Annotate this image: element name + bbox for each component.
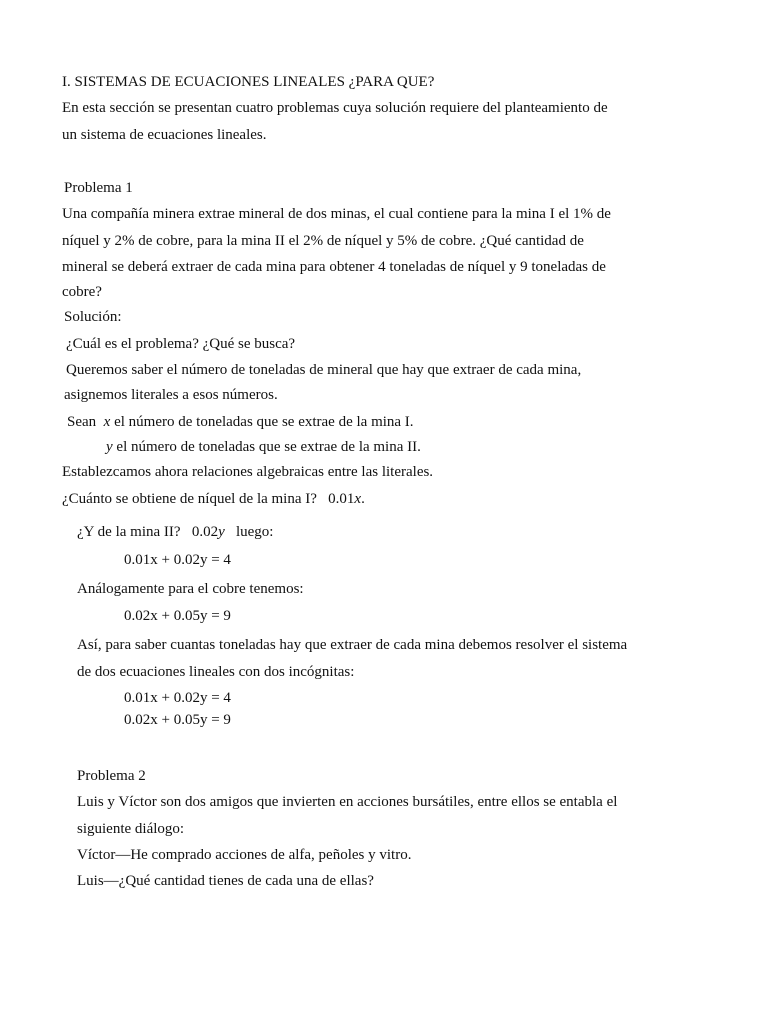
sean-x-line <box>67 412 414 432</box>
sean-y-text: el número de toneladas que se extrae de la mina II. <box>116 439 421 455</box>
cobre-line: Análogamente para el cobre tenemos: <box>77 581 304 597</box>
conclusion-line-1: Así, para saber cuantas toneladas hay que extraer de cada mina debemos resolver el sistema <box>77 637 628 653</box>
problem-1-title: Problema 1 <box>64 180 133 196</box>
problem-2-title: Problema 2 <box>77 768 146 784</box>
intro-line-1: En esta sección se presentan cuatro problemas cuya solución requiere del planteamiento de <box>62 100 608 116</box>
system-equation-1: 0.01x + 0.02y = 4 <box>124 690 231 706</box>
relations-line: Establezcamos ahora relaciones algebraicas entre las literales. <box>62 464 434 480</box>
sean-y-line <box>106 437 421 457</box>
mina2-question: ¿Y de la mina II? <box>77 524 181 540</box>
equation-2: 0.02x + 0.05y = 9 <box>124 608 231 624</box>
niquel-question-line <box>62 489 365 509</box>
sean-prefix: Sean <box>67 414 97 430</box>
sean-x-text: el número de toneladas que se extrae de la mina I. <box>114 414 414 430</box>
problem-1-statement-line-2: níquel y 2% de cobre, para la mina II el 2% de níquel y 5% de cobre. ¿Qué cantidad de <box>62 233 584 249</box>
dialog-line-2: Luis—¿Qué cantidad tienes de cada una de ellas? <box>77 873 374 889</box>
mina2-question-line <box>77 522 273 542</box>
problem-1-statement-line-4: cobre? <box>62 284 102 300</box>
variable-y: y <box>106 439 113 455</box>
solucion-label: Solución: <box>64 309 122 325</box>
section-heading: I. SISTEMAS DE ECUACIONES LINEALES ¿PARA QUE? <box>62 74 435 90</box>
niquel-end: . <box>361 491 365 507</box>
luego-label: luego: <box>235 524 274 540</box>
problem-1-statement-line-3: mineral se deberá extraer de cada mina para obtener 4 toneladas de níquel y 9 toneladas de <box>62 259 606 275</box>
problem-question: ¿Cuál es el problema? ¿Qué se busca? <box>66 336 296 352</box>
problem-2-statement-line-1: Luis y Víctor son dos amigos que invierten en acciones bursátiles, entre ellos se entabla el <box>77 794 618 810</box>
niquel-variable: x <box>354 491 362 507</box>
niquel-question: ¿Cuánto se obtiene de níquel de la mina I? <box>62 491 317 507</box>
conclusion-line-2: de dos ecuaciones lineales con dos incógnitas: <box>77 664 355 680</box>
dialog-line-1: Víctor—He comprado acciones de alfa, peñoles y vitro. <box>77 847 412 863</box>
equation-1: 0.01x + 0.02y = 4 <box>124 552 231 568</box>
mina2-variable: y <box>218 524 225 540</box>
answer-line-2: asignemos literales a esos números. <box>64 387 278 403</box>
mina2-coefficient: 0.02 <box>191 524 219 540</box>
niquel-coefficient: 0.01 <box>328 491 355 507</box>
variable-x: x <box>103 414 111 430</box>
problem-2-statement-line-2: siguiente diálogo: <box>77 821 185 837</box>
answer-line-1: Queremos saber el número de toneladas de mineral que hay que extraer de cada mina, <box>66 362 582 378</box>
intro-line-2: un sistema de ecuaciones lineales. <box>62 127 267 143</box>
problem-1-statement-line-1: Una compañía minera extrae mineral de dos minas, el cual contiene para la mina I el 1% de <box>62 206 611 222</box>
system-equation-2: 0.02x + 0.05y = 9 <box>124 712 231 728</box>
